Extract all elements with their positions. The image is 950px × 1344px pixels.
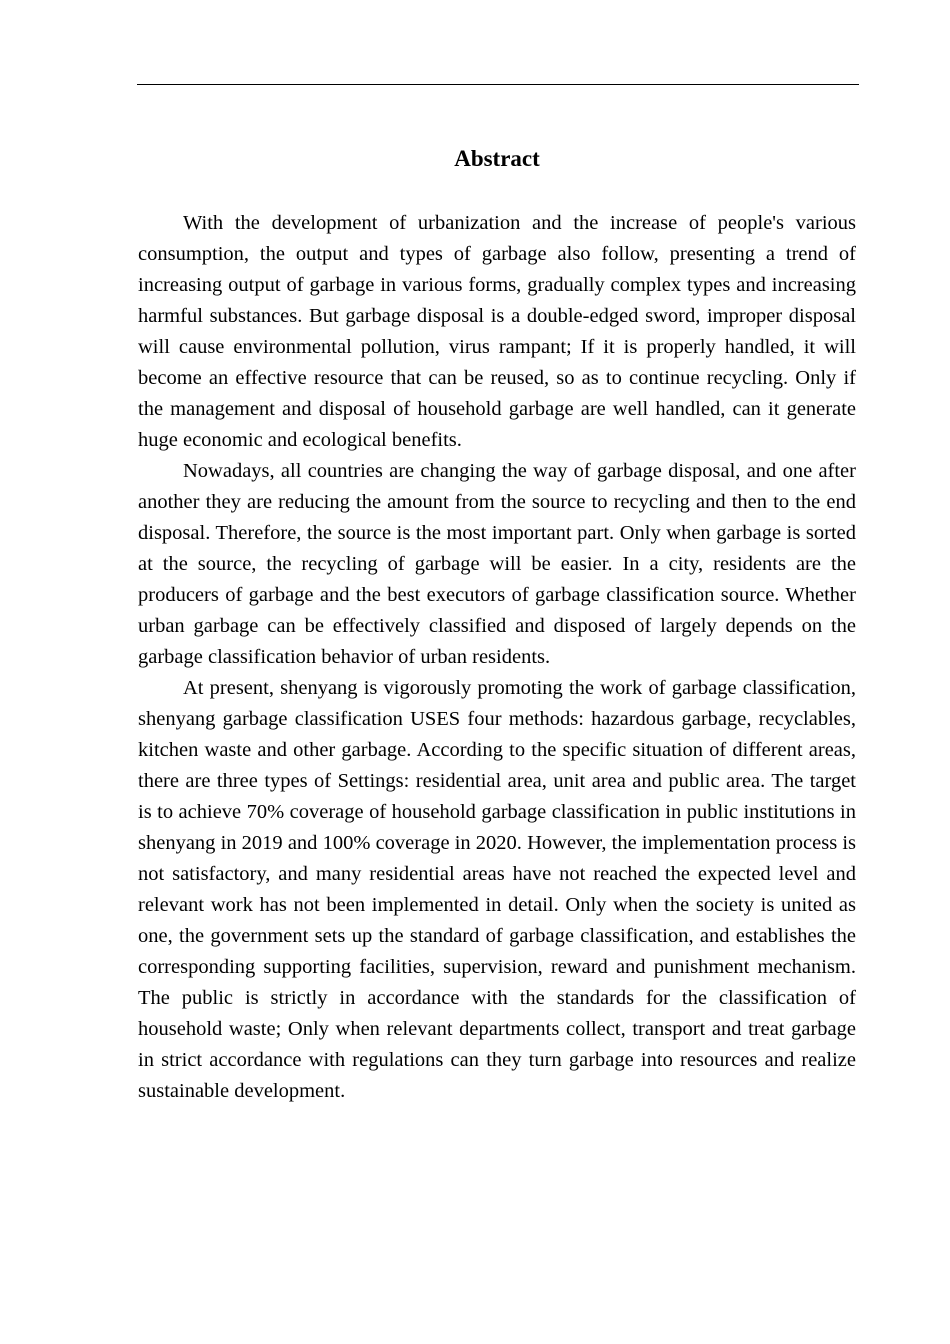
abstract-paragraph-2: Nowadays, all countries are changing the way of garbage disposal, and one after another they are reducing the amount from the source to recycling and then to the end disposal. Therefore, the source is the most important part. Only when garbage is sorted at the source, the recycling of garbage will be easier. In a city, residents are the producers of garbage and the best executors of garbage classification source. Whether urban garbage can be effectively classified and disposed of largely depends on the garbage classification behavior of urban residents.: [138, 460, 856, 668]
abstract-section: [138, 143, 856, 1107]
abstract-title: Abstract: [454, 146, 540, 171]
abstract-paragraph-3: At present, shenyang is vigorously promoting the work of garbage classification, shenyang garbage classification USES four methods: hazardous garbage, recyclables, kitchen waste and other garbage. According to the specific situation of different areas, there are three types of Settings: residential area, unit area and public area. The target is to achieve 70% coverage of household garbage classification in public institutions in shenyang in 2019 and 100% coverage in 2020. However, the implementation process is not satisfactory, and many residential areas have not reached the expected level and relevant work has not been implemented in detail. Only when the society is united as one, the government sets up the standard of garbage classification, and establishes the corresponding supporting facilities, supervision, reward and punishment mechanism. The public is strictly in accordance with the standards for the classification of household waste; Only when relevant departments collect, transport and treat garbage in strict accordance with regulations can they turn garbage into resources and realize sustainable development.: [138, 677, 856, 1102]
abstract-paragraph-1: With the development of urbanization and the increase of people's various consumption, the output and types of garbage also follow, presenting a trend of increasing output of garbage in various forms, gradually complex types and increasing harmful substances. But garbage disposal is a double-edged sword, improper disposal will cause environmental pollution, virus rampant; If it is properly handled, it will become an effective resource that can be reused, so as to continue recycling. Only if the management and disposal of household garbage are well handled, can it generate huge economic and ecological benefits.: [138, 212, 856, 451]
header-rule: [137, 84, 859, 85]
